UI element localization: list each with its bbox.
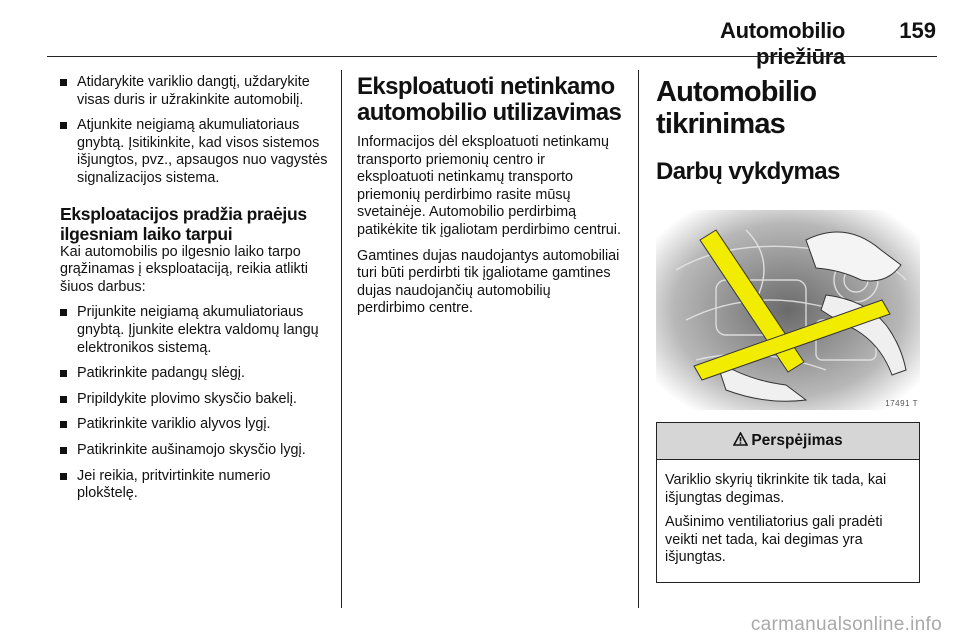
bullet-square-icon bbox=[60, 122, 67, 129]
recycling-paragraph: Informacijos dėl eksploatuoti netinkamų transporto priemonių centro ir eksploatuoti netinkamų transporto priemonių perdirbimo rasite mūsų svetainėje. Automobilio perdirbimą patikėkite tik įgaliotam perdirbimo centrui. bbox=[357, 134, 621, 238]
column-divider-right bbox=[638, 70, 639, 608]
bullet-list-storage bbox=[60, 74, 332, 188]
bullet-square-icon bbox=[60, 79, 67, 86]
warning-body bbox=[657, 460, 919, 582]
bullet-square-icon bbox=[60, 396, 67, 403]
header-rule bbox=[47, 56, 937, 57]
engine-bay-illustration bbox=[656, 210, 920, 410]
bullet-square-icon bbox=[60, 309, 67, 316]
warning-title: Perspėjimas bbox=[751, 432, 843, 449]
list-item: Atjunkite neigiamą akumuliatoriaus gnybtą. Įsitikinkite, kad visos sistemos išjungtos, pvz., apsaugos nuo vagystės signalizacijos sistema. bbox=[60, 117, 332, 187]
list-item: Patikrinkite aušinamojo skysčio lygį. bbox=[60, 442, 332, 460]
warning-header bbox=[657, 423, 919, 460]
bullet-square-icon bbox=[60, 473, 67, 480]
running-header-title: Automobilio priežiūra bbox=[719, 18, 845, 69]
section-heading-recycling: Eksploatuoti netinkamo automobilio utilizavimas bbox=[357, 73, 622, 126]
warning-box bbox=[656, 422, 920, 583]
column-middle bbox=[357, 74, 622, 326]
figure-code: 17491 T bbox=[885, 399, 918, 408]
engine-bay-figure bbox=[656, 210, 920, 410]
bullet-square-icon bbox=[60, 421, 67, 428]
intro-paragraph: Kai automobilis po ilgesnio laiko tarpo grąžinamas į eksploataciją, reikia atlikti šiuos darbus: bbox=[60, 243, 308, 295]
column-right bbox=[656, 76, 920, 583]
bullet-square-icon bbox=[60, 370, 67, 377]
column-divider-left bbox=[341, 70, 342, 608]
section-subheading-work: Darbų vykdymas bbox=[656, 158, 840, 185]
warning-paragraph: Variklio skyrių tikrinkite tik tada, kai išjungtas degimas. bbox=[665, 472, 887, 506]
list-item: Jei reikia, pritvirtinkite numerio plokštelę. bbox=[60, 468, 332, 503]
list-item: Prijunkite neigiamą akumuliatoriaus gnybtą. Įjunkite elektra valdomų langų elektronikos sistemą. bbox=[60, 304, 332, 357]
gas-recycling-paragraph: Gamtines dujas naudojantys automobiliai turi būti perdirbti tik įgaliotame gamtines dujas naudojančių automobilių perdirbimo centre. bbox=[357, 247, 620, 317]
section-heading-vehicle-check: Automobilio tikrinimas bbox=[656, 76, 817, 140]
list-item: Patikrinkite variklio alyvos lygį. bbox=[60, 416, 332, 434]
page-number: 159 bbox=[899, 18, 936, 43]
bullet-square-icon bbox=[60, 447, 67, 454]
list-item: Patikrinkite padangų slėgį. bbox=[60, 365, 332, 383]
list-item: Pripildykite plovimo skysčio bakelį. bbox=[60, 391, 332, 409]
warning-triangle-icon bbox=[733, 432, 748, 451]
watermark: carmanualsonline.info bbox=[750, 614, 942, 635]
warning-paragraph: Aušinimo ventiliatorius gali pradėti veikti net tada, kai degimas yra išjungtas. bbox=[665, 514, 883, 566]
section-subheading: Eksploatacijos pradžia praėjus ilgesniam laiko tarpui bbox=[60, 203, 307, 244]
list-item: Atidarykite variklio dangtį, uždarykite visas duris ir užrakinkite automobilį. bbox=[60, 74, 332, 109]
column-left bbox=[60, 74, 332, 511]
bullet-list-return bbox=[60, 304, 332, 502]
